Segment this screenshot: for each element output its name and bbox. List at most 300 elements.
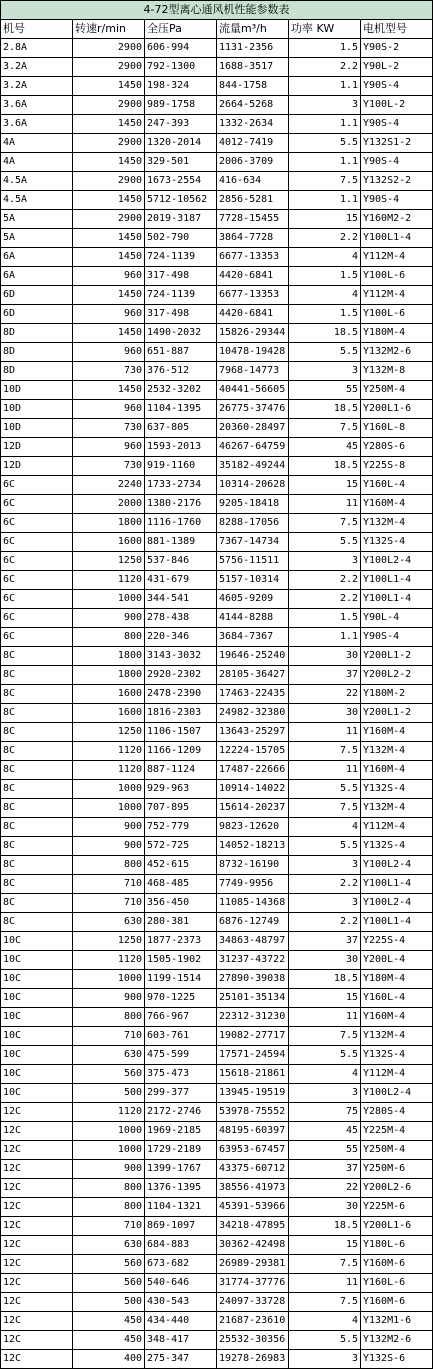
cell-power: 7.5: [289, 419, 361, 438]
cell-model: 12C: [1, 1236, 73, 1255]
cell-speed: 800: [73, 628, 145, 647]
cell-pressure: 752-779: [145, 818, 217, 837]
table-row: [1, 913, 433, 932]
cell-speed: 730: [73, 362, 145, 381]
column-header-speed: 转速r/min: [73, 20, 145, 39]
cell-speed: 800: [73, 1198, 145, 1217]
table-row: [1, 533, 433, 552]
cell-model: 8D: [1, 362, 73, 381]
cell-power: 1.1: [289, 153, 361, 172]
table-row: [1, 761, 433, 780]
cell-power: 45: [289, 1122, 361, 1141]
cell-flow: 4012-7419: [217, 134, 289, 153]
cell-power: 3: [289, 96, 361, 115]
cell-model: 3.2A: [1, 58, 73, 77]
column-header-flow: 流量m³/h: [217, 20, 289, 39]
cell-model: 10C: [1, 1046, 73, 1065]
cell-flow: 22312-31230: [217, 1008, 289, 1027]
cell-speed: 630: [73, 913, 145, 932]
cell-power: 5.5: [289, 134, 361, 153]
cell-motor: Y100L-6: [361, 305, 433, 324]
table-row: [1, 1198, 433, 1217]
cell-model: 8C: [1, 894, 73, 913]
cell-flow: 20360-28497: [217, 419, 289, 438]
table-row: [1, 856, 433, 875]
cell-motor: Y160M2-2: [361, 210, 433, 229]
table-row: [1, 1274, 433, 1293]
cell-flow: 11085-14368: [217, 894, 289, 913]
cell-motor: Y90S-2: [361, 39, 433, 58]
table-row: [1, 248, 433, 267]
table-row: [1, 39, 433, 58]
cell-power: 3: [289, 894, 361, 913]
cell-motor: Y132M-4: [361, 1027, 433, 1046]
cell-motor: Y132M2-6: [361, 1331, 433, 1350]
cell-power: 1.5: [289, 609, 361, 628]
cell-power: 4: [289, 286, 361, 305]
cell-speed: 1450: [73, 381, 145, 400]
cell-motor: Y132M-4: [361, 742, 433, 761]
cell-motor: Y112M-4: [361, 286, 433, 305]
cell-motor: Y250M-4: [361, 381, 433, 400]
table-row: [1, 1331, 433, 1350]
cell-motor: Y160L-8: [361, 419, 433, 438]
cell-speed: 2900: [73, 134, 145, 153]
cell-motor: Y90S-4: [361, 191, 433, 210]
cell-pressure: 317-498: [145, 267, 217, 286]
cell-pressure: 540-646: [145, 1274, 217, 1293]
cell-speed: 900: [73, 818, 145, 837]
cell-flow: 2006-3709: [217, 153, 289, 172]
cell-speed: 1120: [73, 951, 145, 970]
cell-speed: 2900: [73, 58, 145, 77]
cell-power: 4: [289, 1312, 361, 1331]
cell-model: 10C: [1, 1008, 73, 1027]
cell-pressure: 468-485: [145, 875, 217, 894]
cell-pressure: 1877-2373: [145, 932, 217, 951]
cell-model: 12C: [1, 1103, 73, 1122]
table-row: [1, 666, 433, 685]
cell-model: 4.5A: [1, 191, 73, 210]
cell-flow: 1131-2356: [217, 39, 289, 58]
cell-power: 2.2: [289, 913, 361, 932]
cell-speed: 560: [73, 1255, 145, 1274]
cell-flow: 26989-29381: [217, 1255, 289, 1274]
cell-speed: 900: [73, 989, 145, 1008]
cell-power: 11: [289, 495, 361, 514]
cell-power: 7.5: [289, 1027, 361, 1046]
cell-power: 7.5: [289, 742, 361, 761]
cell-model: 10D: [1, 400, 73, 419]
cell-flow: 12224-15705: [217, 742, 289, 761]
table-row: [1, 419, 433, 438]
table-row: [1, 552, 433, 571]
cell-pressure: 1380-2176: [145, 495, 217, 514]
cell-flow: 8288-17056: [217, 514, 289, 533]
cell-flow: 53978-75552: [217, 1103, 289, 1122]
cell-pressure: 724-1139: [145, 286, 217, 305]
cell-flow: 17487-22666: [217, 761, 289, 780]
cell-model: 6C: [1, 609, 73, 628]
cell-model: 12C: [1, 1331, 73, 1350]
table-row: [1, 1255, 433, 1274]
cell-flow: 10314-20628: [217, 476, 289, 495]
table-row: [1, 647, 433, 666]
cell-speed: 2900: [73, 96, 145, 115]
cell-motor: Y90S-4: [361, 153, 433, 172]
cell-flow: 31774-37776: [217, 1274, 289, 1293]
cell-power: 45: [289, 438, 361, 457]
cell-power: 4: [289, 818, 361, 837]
cell-speed: 1000: [73, 590, 145, 609]
cell-pressure: 603-761: [145, 1027, 217, 1046]
cell-pressure: 537-846: [145, 552, 217, 571]
cell-flow: 19646-25240: [217, 647, 289, 666]
cell-model: 6C: [1, 476, 73, 495]
cell-pressure: 198-324: [145, 77, 217, 96]
cell-power: 3: [289, 1350, 361, 1369]
cell-flow: 7968-14773: [217, 362, 289, 381]
cell-pressure: 2920-2302: [145, 666, 217, 685]
cell-speed: 500: [73, 1293, 145, 1312]
cell-motor: Y132S-4: [361, 780, 433, 799]
table-row: [1, 1046, 433, 1065]
cell-speed: 450: [73, 1331, 145, 1350]
cell-motor: Y200L1-2: [361, 704, 433, 723]
cell-speed: 2900: [73, 172, 145, 191]
cell-motor: Y160M-4: [361, 761, 433, 780]
cell-motor: Y160M-4: [361, 723, 433, 742]
cell-model: 10C: [1, 1027, 73, 1046]
cell-power: 4: [289, 1065, 361, 1084]
cell-model: 8C: [1, 761, 73, 780]
table-row: [1, 1350, 433, 1369]
table-row: [1, 1103, 433, 1122]
table-row: [1, 305, 433, 324]
table-row: [1, 1217, 433, 1236]
column-header-pressure: 全压Pa: [145, 20, 217, 39]
cell-model: 12C: [1, 1122, 73, 1141]
table-row: [1, 1160, 433, 1179]
table-row: [1, 77, 433, 96]
cell-flow: 19278-26983: [217, 1350, 289, 1369]
cell-power: 7.5: [289, 1293, 361, 1312]
cell-speed: 1120: [73, 742, 145, 761]
cell-speed: 1600: [73, 704, 145, 723]
cell-speed: 630: [73, 1046, 145, 1065]
cell-speed: 1000: [73, 799, 145, 818]
cell-flow: 4144-8288: [217, 609, 289, 628]
cell-model: 12C: [1, 1179, 73, 1198]
cell-power: 7.5: [289, 799, 361, 818]
cell-power: 75: [289, 1103, 361, 1122]
cell-power: 18.5: [289, 400, 361, 419]
cell-power: 11: [289, 761, 361, 780]
cell-model: 10D: [1, 419, 73, 438]
cell-model: 2.8A: [1, 39, 73, 58]
cell-flow: 6677-13353: [217, 286, 289, 305]
cell-model: 8C: [1, 913, 73, 932]
cell-pressure: 1104-1321: [145, 1198, 217, 1217]
cell-motor: Y132S1-2: [361, 134, 433, 153]
table-row: [1, 1008, 433, 1027]
cell-pressure: 344-541: [145, 590, 217, 609]
table-row: [1, 381, 433, 400]
cell-flow: 7367-14734: [217, 533, 289, 552]
cell-flow: 15826-29344: [217, 324, 289, 343]
cell-motor: Y90L-2: [361, 58, 433, 77]
cell-pressure: 1505-1902: [145, 951, 217, 970]
cell-motor: Y200L1-6: [361, 1217, 433, 1236]
cell-pressure: 1399-1767: [145, 1160, 217, 1179]
cell-speed: 730: [73, 457, 145, 476]
table-row: [1, 704, 433, 723]
cell-speed: 1250: [73, 723, 145, 742]
cell-model: 8C: [1, 647, 73, 666]
table-title-row: [1, 1, 433, 20]
cell-flow: 34218-47895: [217, 1217, 289, 1236]
cell-speed: 960: [73, 438, 145, 457]
cell-power: 1.5: [289, 267, 361, 286]
cell-power: 2.2: [289, 590, 361, 609]
table-row: [1, 989, 433, 1008]
cell-motor: Y100L1-4: [361, 229, 433, 248]
cell-pressure: 1729-2189: [145, 1141, 217, 1160]
cell-speed: 1250: [73, 552, 145, 571]
cell-speed: 1600: [73, 533, 145, 552]
cell-model: 8C: [1, 837, 73, 856]
table-row: [1, 58, 433, 77]
table-row: [1, 362, 433, 381]
cell-motor: Y100L1-4: [361, 875, 433, 894]
cell-motor: Y280S-6: [361, 438, 433, 457]
cell-power: 3: [289, 362, 361, 381]
cell-motor: Y225M-4: [361, 1122, 433, 1141]
cell-motor: Y160M-6: [361, 1293, 433, 1312]
cell-power: 11: [289, 723, 361, 742]
cell-motor: Y132M-4: [361, 514, 433, 533]
cell-flow: 26775-37476: [217, 400, 289, 419]
table-body: [1, 39, 433, 1369]
cell-speed: 1450: [73, 248, 145, 267]
cell-motor: Y200L2-6: [361, 1179, 433, 1198]
cell-power: 1.1: [289, 115, 361, 134]
cell-power: 1.5: [289, 305, 361, 324]
cell-model: 12D: [1, 457, 73, 476]
cell-flow: 17571-24594: [217, 1046, 289, 1065]
table-row: [1, 172, 433, 191]
cell-flow: 1688-3517: [217, 58, 289, 77]
table-row: [1, 818, 433, 837]
cell-model: 10C: [1, 951, 73, 970]
cell-motor: Y100L-6: [361, 267, 433, 286]
cell-model: 5A: [1, 229, 73, 248]
table-row: [1, 1236, 433, 1255]
cell-speed: 1450: [73, 77, 145, 96]
cell-flow: 17463-22435: [217, 685, 289, 704]
cell-pressure: 1199-1514: [145, 970, 217, 989]
cell-model: 6C: [1, 552, 73, 571]
cell-model: 6A: [1, 267, 73, 286]
cell-speed: 800: [73, 1179, 145, 1198]
cell-speed: 560: [73, 1065, 145, 1084]
cell-model: 10C: [1, 1065, 73, 1084]
cell-model: 12C: [1, 1198, 73, 1217]
cell-power: 22: [289, 685, 361, 704]
cell-flow: 6677-13353: [217, 248, 289, 267]
cell-pressure: 5712-10562: [145, 191, 217, 210]
cell-pressure: 430-543: [145, 1293, 217, 1312]
cell-pressure: 1376-1395: [145, 1179, 217, 1198]
cell-speed: 450: [73, 1312, 145, 1331]
cell-flow: 10478-19428: [217, 343, 289, 362]
cell-speed: 1000: [73, 1122, 145, 1141]
cell-pressure: 220-346: [145, 628, 217, 647]
cell-pressure: 2172-2746: [145, 1103, 217, 1122]
cell-pressure: 684-883: [145, 1236, 217, 1255]
cell-motor: Y160L-4: [361, 989, 433, 1008]
cell-flow: 38556-41973: [217, 1179, 289, 1198]
cell-pressure: 1104-1395: [145, 400, 217, 419]
cell-model: 5A: [1, 210, 73, 229]
cell-pressure: 275-347: [145, 1350, 217, 1369]
cell-pressure: 1116-1760: [145, 514, 217, 533]
cell-flow: 25532-30356: [217, 1331, 289, 1350]
cell-speed: 2240: [73, 476, 145, 495]
table-row: [1, 96, 433, 115]
cell-power: 3: [289, 1084, 361, 1103]
table-row: [1, 894, 433, 913]
cell-pressure: 299-377: [145, 1084, 217, 1103]
cell-power: 5.5: [289, 533, 361, 552]
cell-motor: Y160L-4: [361, 476, 433, 495]
cell-motor: Y160M-6: [361, 1255, 433, 1274]
cell-speed: 1120: [73, 761, 145, 780]
table-row: [1, 799, 433, 818]
cell-model: 8C: [1, 704, 73, 723]
cell-power: 30: [289, 951, 361, 970]
table-header-row: [1, 20, 433, 39]
cell-motor: Y225M-6: [361, 1198, 433, 1217]
cell-speed: 1600: [73, 685, 145, 704]
cell-motor: Y200L1-2: [361, 647, 433, 666]
cell-flow: 4420-6841: [217, 305, 289, 324]
cell-motor: Y132M-4: [361, 799, 433, 818]
cell-flow: 30362-42498: [217, 1236, 289, 1255]
table-row: [1, 514, 433, 533]
cell-speed: 960: [73, 267, 145, 286]
cell-model: 8C: [1, 666, 73, 685]
table-row: [1, 267, 433, 286]
cell-speed: 1000: [73, 780, 145, 799]
cell-motor: Y250M-6: [361, 1160, 433, 1179]
cell-power: 18.5: [289, 970, 361, 989]
cell-pressure: 280-381: [145, 913, 217, 932]
cell-model: 6D: [1, 286, 73, 305]
cell-speed: 1450: [73, 115, 145, 134]
cell-power: 37: [289, 1160, 361, 1179]
cell-power: 30: [289, 704, 361, 723]
table-row: [1, 780, 433, 799]
cell-power: 2.2: [289, 571, 361, 590]
cell-motor: Y132S-4: [361, 837, 433, 856]
cell-flow: 48195-60397: [217, 1122, 289, 1141]
cell-model: 6C: [1, 514, 73, 533]
cell-speed: 960: [73, 343, 145, 362]
table-row: [1, 837, 433, 856]
cell-flow: 5756-11511: [217, 552, 289, 571]
cell-motor: Y132M2-6: [361, 343, 433, 362]
table-row: [1, 609, 433, 628]
cell-power: 5.5: [289, 1046, 361, 1065]
table-row: [1, 495, 433, 514]
cell-motor: Y132M-8: [361, 362, 433, 381]
table-row: [1, 324, 433, 343]
cell-pressure: 766-967: [145, 1008, 217, 1027]
cell-flow: 24097-33728: [217, 1293, 289, 1312]
table-row: [1, 115, 433, 134]
cell-motor: Y200L1-6: [361, 400, 433, 419]
cell-speed: 960: [73, 400, 145, 419]
cell-pressure: 2019-3187: [145, 210, 217, 229]
table-row: [1, 153, 433, 172]
cell-pressure: 637-805: [145, 419, 217, 438]
cell-model: 10C: [1, 989, 73, 1008]
table-row: [1, 1122, 433, 1141]
cell-speed: 1000: [73, 970, 145, 989]
cell-speed: 500: [73, 1084, 145, 1103]
cell-pressure: 317-498: [145, 305, 217, 324]
cell-model: 8C: [1, 856, 73, 875]
cell-motor: Y180M-4: [361, 970, 433, 989]
cell-power: 15: [289, 989, 361, 1008]
cell-model: 6C: [1, 628, 73, 647]
cell-flow: 2664-5268: [217, 96, 289, 115]
table-row: [1, 1312, 433, 1331]
cell-motor: Y225S-8: [361, 457, 433, 476]
cell-power: 7.5: [289, 514, 361, 533]
table-row: [1, 970, 433, 989]
cell-power: 1.1: [289, 628, 361, 647]
cell-flow: 40441-56605: [217, 381, 289, 400]
table-row: [1, 1065, 433, 1084]
cell-motor: Y132S-6: [361, 1350, 433, 1369]
cell-motor: Y132S-4: [361, 1046, 433, 1065]
cell-model: 8C: [1, 723, 73, 742]
cell-speed: 400: [73, 1350, 145, 1369]
cell-flow: 9823-12620: [217, 818, 289, 837]
cell-speed: 800: [73, 856, 145, 875]
cell-model: 10C: [1, 932, 73, 951]
cell-pressure: 376-512: [145, 362, 217, 381]
cell-power: 30: [289, 1198, 361, 1217]
cell-model: 10D: [1, 381, 73, 400]
cell-flow: 46267-64759: [217, 438, 289, 457]
cell-speed: 1800: [73, 666, 145, 685]
cell-flow: 13945-19519: [217, 1084, 289, 1103]
cell-model: 8C: [1, 685, 73, 704]
cell-pressure: 673-682: [145, 1255, 217, 1274]
cell-speed: 800: [73, 1008, 145, 1027]
table-row: [1, 286, 433, 305]
cell-pressure: 919-1160: [145, 457, 217, 476]
cell-motor: Y100L-2: [361, 96, 433, 115]
table-row: [1, 1141, 433, 1160]
cell-motor: Y100L2-4: [361, 894, 433, 913]
cell-pressure: 881-1389: [145, 533, 217, 552]
column-header-model: 机号: [1, 20, 73, 39]
cell-power: 7.5: [289, 172, 361, 191]
